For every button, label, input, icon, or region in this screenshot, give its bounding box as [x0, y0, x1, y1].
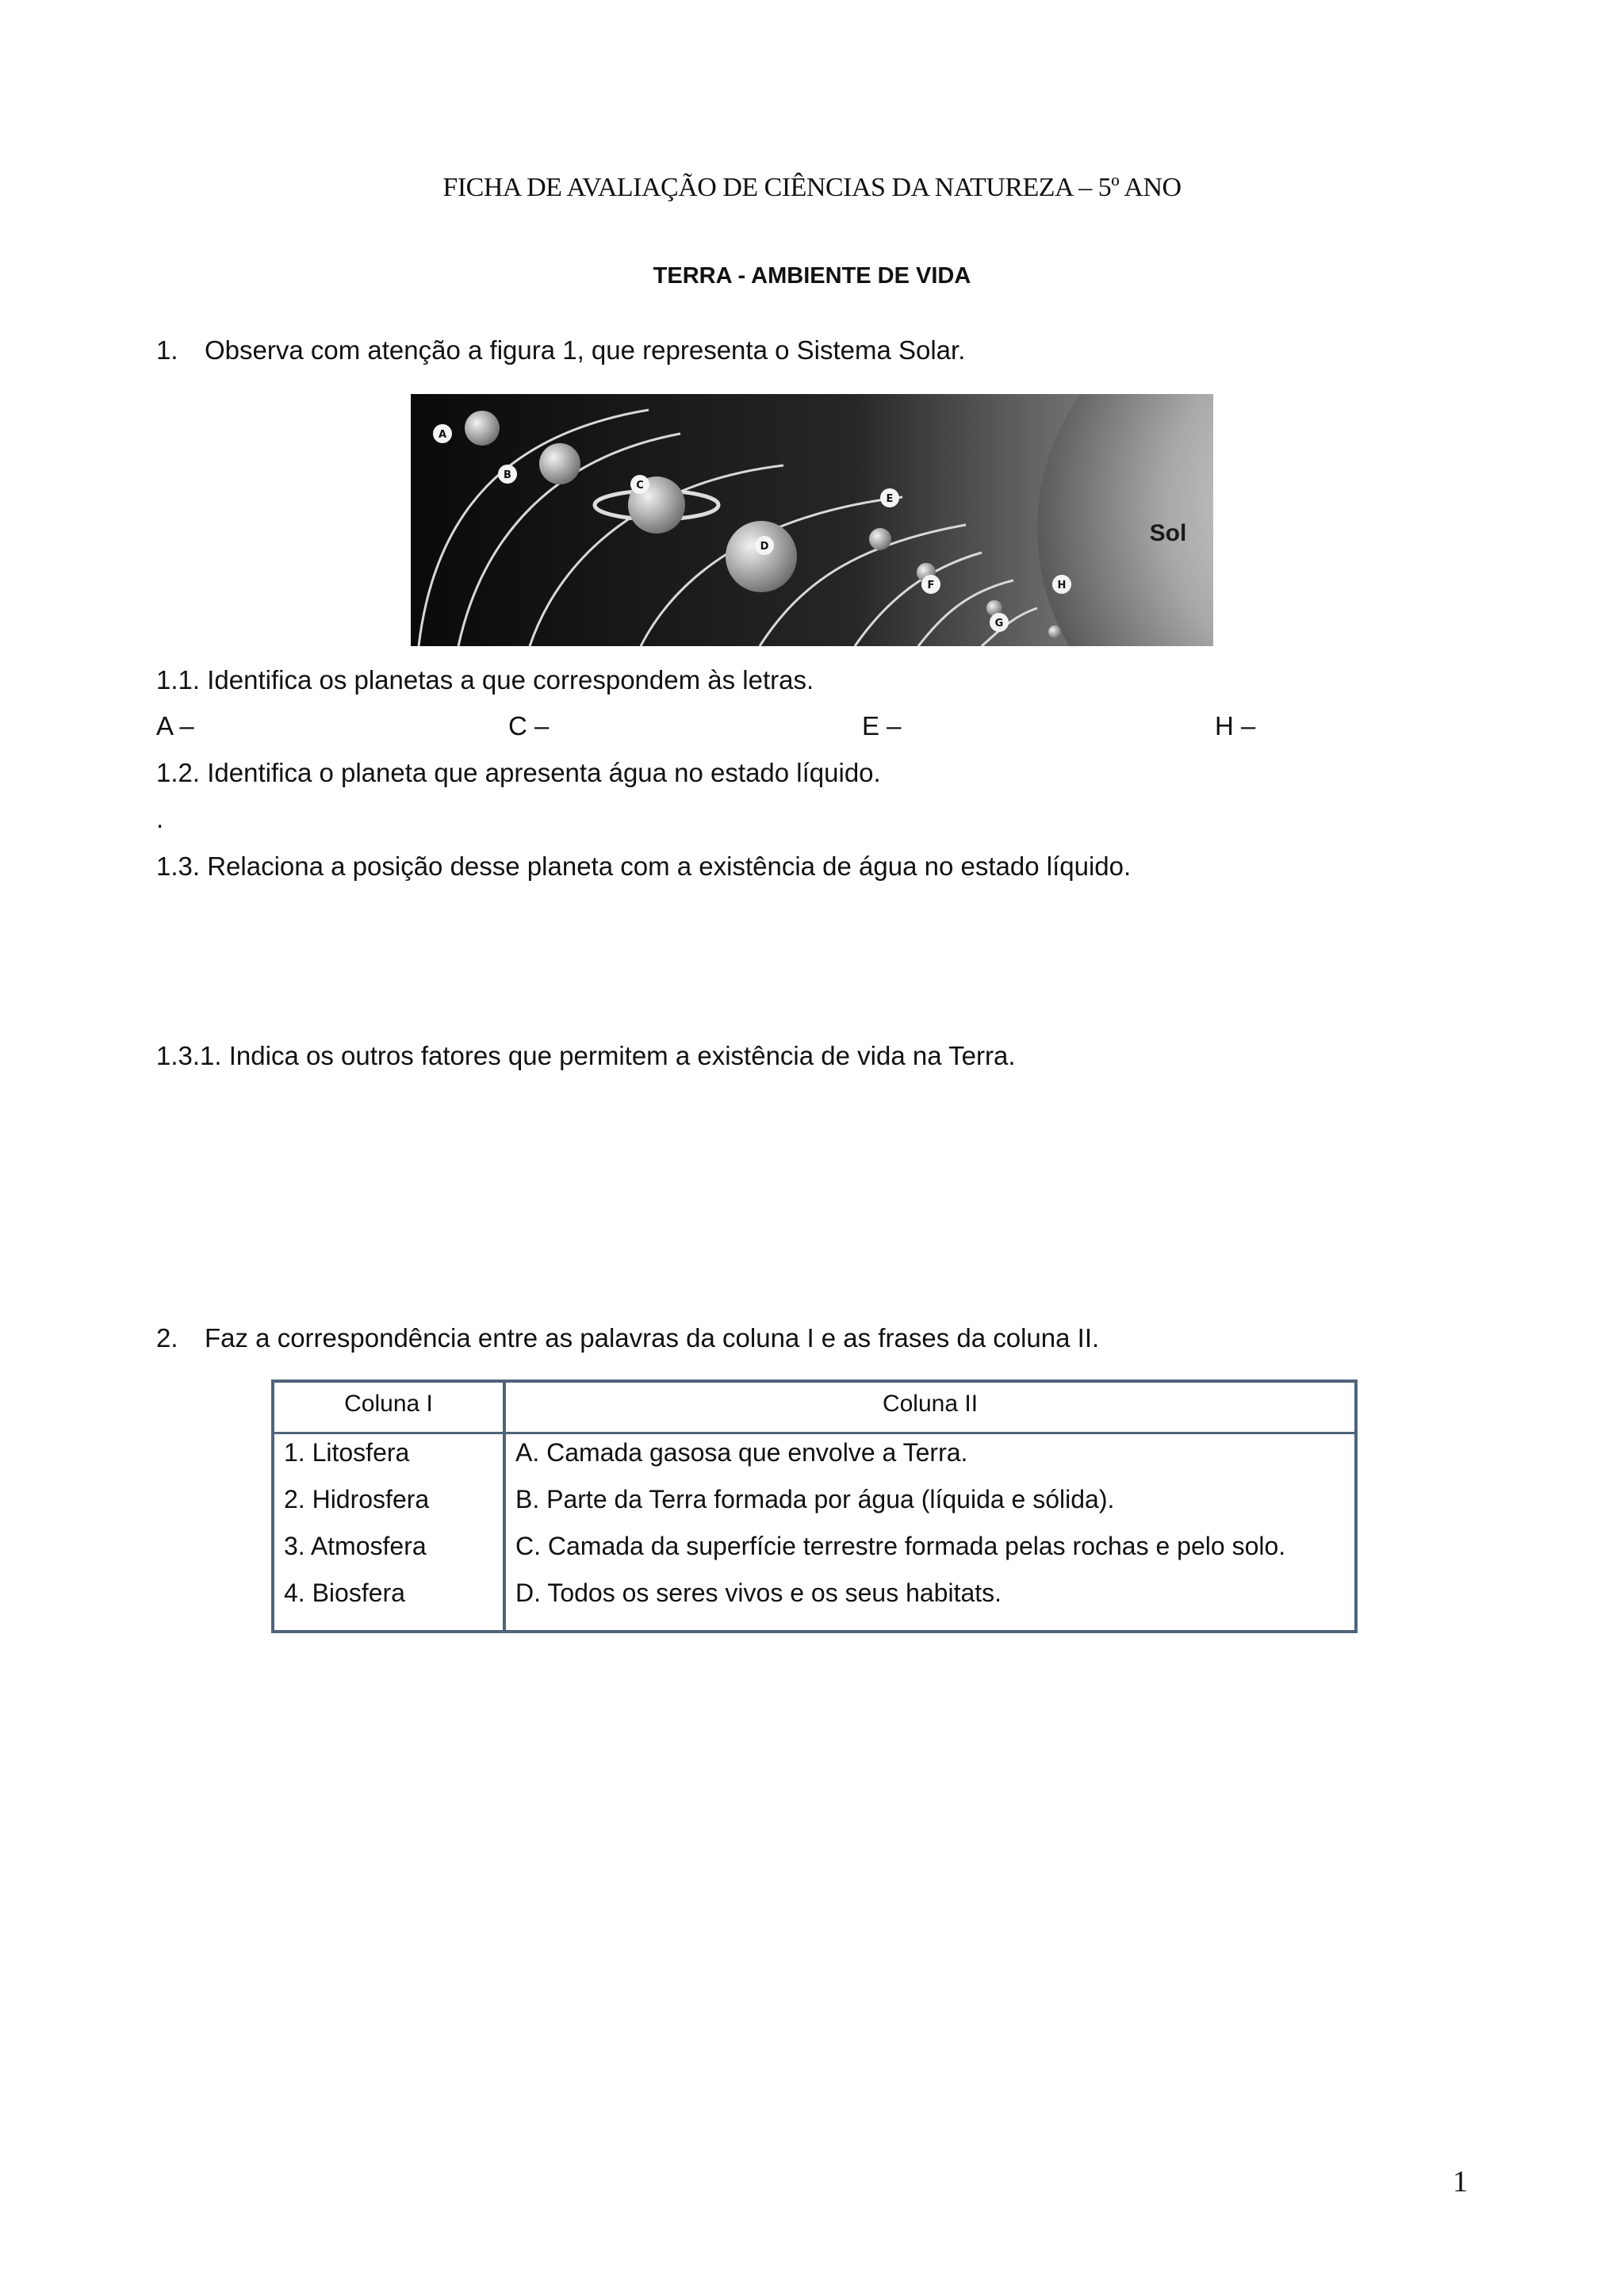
answer-c: C – [508, 711, 550, 740]
figure-label-h: H [1057, 580, 1067, 591]
answer-line-dot: . [156, 804, 164, 833]
matching-table [271, 1380, 1358, 1633]
figure-label-g: G [994, 618, 1004, 629]
table-header-divider [274, 1432, 1354, 1434]
figure-label-a: A [438, 429, 447, 441]
question-1-3-1: 1.3.1. Indica os outros fatores que permitem a existência de vida na Terra. [156, 1041, 1016, 1070]
answer-e: E – [862, 711, 902, 740]
table-cell: D. Todos os seres vivos e os seus habitats. [515, 1578, 1002, 1607]
table-header-col2: Coluna II [882, 1391, 979, 1417]
answer-h: H – [1215, 711, 1256, 740]
table-cell: 2. Hidrosfera [284, 1485, 430, 1513]
figure-label-f: F [927, 580, 935, 591]
question-1-1: 1.1. Identifica os planetas a que correspondem às letras. [156, 665, 814, 695]
table-divider [503, 1383, 506, 1630]
figure-label-e: E [886, 493, 894, 505]
page-number: 1 [1453, 2165, 1468, 2198]
question-1-number: 1. [156, 335, 178, 365]
section-subtitle: TERRA - AMBIENTE DE VIDA [653, 263, 971, 289]
table-cell: 4. Biosfera [284, 1578, 405, 1607]
table-cell: A. Camada gasosa que envolve a Terra. [515, 1438, 968, 1467]
figure-label-c: C [636, 480, 644, 492]
question-1-3: 1.3. Relaciona a posição desse planeta com a existência de água no estado líquido. [156, 851, 1132, 881]
page-title: FICHA DE AVALIAÇÃO DE CIÊNCIAS DA NATUREZA – 5º ANO [442, 173, 1182, 202]
figure-label-b: B [504, 469, 511, 481]
table-header-col1: Coluna I [344, 1391, 433, 1417]
solar-system-figure [411, 394, 1213, 646]
answer-a: A – [156, 711, 194, 740]
question-2-text: Faz a correspondência entre as palavras da coluna I e as frases da coluna II. [205, 1323, 1100, 1353]
solar-system-image [411, 394, 1213, 646]
table-cell: B. Parte da Terra formada por água (líquida e sólida). [515, 1485, 1115, 1513]
table-cell: 3. Atmosfera [284, 1532, 427, 1560]
sun-label: Sol [1149, 520, 1187, 546]
question-1-2: 1.2. Identifica o planeta que apresenta água no estado líquido. [156, 758, 881, 787]
table-cell: C. Camada da superfície terrestre formada pelas rochas e pelo solo. [515, 1532, 1286, 1560]
question-2-number: 2. [156, 1323, 178, 1353]
question-1-text: Observa com atenção a figura 1, que representa o Sistema Solar. [205, 335, 966, 365]
table-cell: 1. Litosfera [284, 1438, 410, 1467]
figure-label-d: D [760, 541, 769, 553]
